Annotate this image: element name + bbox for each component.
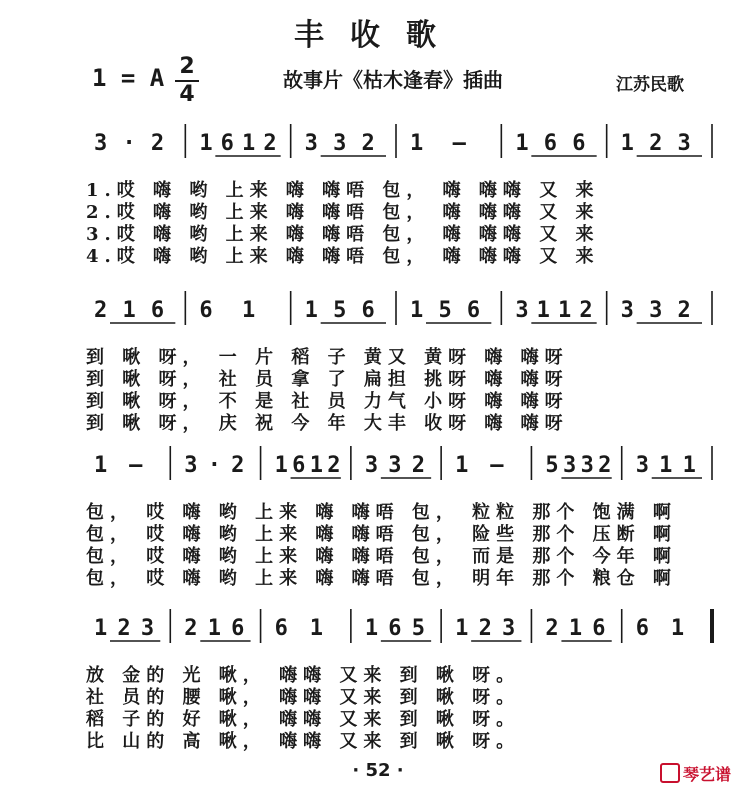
note: 3 <box>635 453 649 478</box>
song-title: 丰收歌 <box>294 18 462 53</box>
song-subtitle: 故事片《枯木逢春》插曲 <box>283 68 503 92</box>
note: 2 <box>117 616 131 641</box>
note: 2 <box>184 616 198 641</box>
lyric-line: 包， 哎 嗨 哟 上来 嗨 嗨唔 包， 险些 那个 压断 啊 <box>86 524 677 545</box>
note: 2 <box>545 616 559 641</box>
note: 1 <box>364 616 379 641</box>
note: 2 <box>361 131 375 156</box>
note: 3 <box>140 616 155 641</box>
note: 2 <box>231 453 245 478</box>
note: 6 <box>543 131 558 156</box>
note: 2 <box>327 453 341 478</box>
note: 6 <box>572 131 586 156</box>
note: — <box>452 131 466 156</box>
note: 1 <box>670 616 685 641</box>
note: 1 <box>207 616 221 641</box>
note: 1 <box>309 616 323 641</box>
note: 2 <box>579 298 593 323</box>
note: 1 <box>659 453 673 478</box>
lyric-line: 到 啾 呀， 不 是 社 员 力气 小呀 嗨 嗨呀 <box>86 391 569 412</box>
lyric-line: 比 山的 高 啾， 嗨嗨 又来 到 啾 呀。 <box>86 731 521 752</box>
note: 1 <box>242 131 256 156</box>
lyric-line: 包， 哎 嗨 哟 上来 嗨 嗨唔 包， 明年 那个 粮仓 啊 <box>86 568 677 589</box>
lyric-line: 包， 哎 嗨 哟 上来 嗨 嗨唔 包， 粒粒 那个 饱满 啊 <box>86 502 677 523</box>
note: 2 <box>649 131 663 156</box>
note: 1 <box>410 298 424 323</box>
note: · <box>122 131 136 156</box>
note: 6 <box>199 298 213 323</box>
note: 1 <box>122 298 136 323</box>
note: 3 <box>677 131 691 156</box>
note: 1 <box>304 298 318 323</box>
note: 2 <box>478 616 492 641</box>
page-number: · 52 · <box>352 760 404 781</box>
note: 1 <box>568 616 583 641</box>
note: 3 <box>580 453 594 478</box>
note: 5 <box>438 298 452 323</box>
lyric-line: 社 员的 腰 啾， 嗨嗨 又来 到 啾 呀。 <box>86 687 521 708</box>
note: 6 <box>150 298 165 323</box>
note: 3 <box>502 616 516 641</box>
watermark-text: 琴艺谱 <box>683 765 732 784</box>
note: 6 <box>361 298 375 323</box>
note: 1 <box>515 131 529 156</box>
meter-top: 2 <box>179 54 195 79</box>
note: 2 <box>598 453 612 478</box>
lyric-line: 到 啾 呀， 一 片 稻 子 黄又 黄呀 嗨 嗨呀 <box>86 347 569 368</box>
note: 3 <box>94 131 108 156</box>
note: 3 <box>304 131 318 156</box>
key-signature: 1 = A <box>92 64 165 92</box>
note: 2 <box>150 131 165 156</box>
note: 2 <box>677 298 691 323</box>
note: · <box>207 453 221 478</box>
note: 1 <box>94 616 108 641</box>
note: 6 <box>466 298 481 323</box>
note: 2 <box>411 453 425 478</box>
note: 5 <box>333 298 347 323</box>
note: 1 <box>199 131 213 156</box>
lyric-line: 稻 子的 好 啾， 嗨嗨 又来 到 啾 呀。 <box>86 709 521 730</box>
note: 3 <box>388 453 402 478</box>
note: 1 <box>410 131 424 156</box>
note: 3 <box>364 453 379 478</box>
note: 1 <box>455 616 469 641</box>
lyric-line: 2.哎 嗨 哟 上来 嗨 嗨唔 包， 嗨 嗨嗨 又 来 <box>86 202 600 223</box>
note: 6 <box>274 616 288 641</box>
meter-bottom: 4 <box>179 82 195 107</box>
note: 5 <box>545 453 559 478</box>
lyric-line: 放 金的 光 啾， 嗨嗨 又来 到 啾 呀。 <box>86 665 521 686</box>
note: — <box>490 453 504 478</box>
note: 1 <box>94 453 108 478</box>
note: 1 <box>682 453 696 478</box>
note: 3 <box>563 453 577 478</box>
note: 5 <box>411 616 425 641</box>
song-origin: 江苏民歌 <box>616 75 684 95</box>
note: 1 <box>620 131 634 156</box>
lyric-line: 包， 哎 嗨 哟 上来 嗨 嗨唔 包， 而是 那个 今年 啊 <box>86 546 677 567</box>
note: 6 <box>292 453 306 478</box>
lyric-line: 到 啾 呀， 社 员 拿 了 扁担 挑呀 嗨 嗨呀 <box>86 369 569 390</box>
note: 2 <box>94 298 108 323</box>
note: 1 <box>274 453 288 478</box>
note: 6 <box>592 616 606 641</box>
watermark-icon <box>660 763 680 783</box>
note: 6 <box>220 131 234 156</box>
lyric-line: 3.哎 嗨 哟 上来 嗨 嗨唔 包， 嗨 嗨嗨 又 来 <box>86 224 600 245</box>
note: — <box>129 453 143 478</box>
note: 1 <box>536 298 550 323</box>
lyric-line: 到 啾 呀， 庆 祝 今 年 大丰 收呀 嗨 嗨呀 <box>86 413 569 434</box>
note: 1 <box>309 453 323 478</box>
note: 3 <box>620 298 634 323</box>
note: 6 <box>635 616 649 641</box>
note: 3 <box>184 453 198 478</box>
note: 1 <box>242 298 256 323</box>
watermark-logo <box>660 762 731 785</box>
note: 3 <box>649 298 663 323</box>
note: 3 <box>333 131 347 156</box>
note: 6 <box>231 616 245 641</box>
note: 1 <box>558 298 572 323</box>
note: 1 <box>455 453 469 478</box>
lyric-line: 4.哎 嗨 哟 上来 嗨 嗨唔 包， 嗨 嗨嗨 又 来 <box>86 246 600 267</box>
note: 2 <box>263 131 277 156</box>
note: 6 <box>388 616 402 641</box>
lyric-line: 1.哎 嗨 哟 上来 嗨 嗨唔 包， 嗨 嗨嗨 又 来 <box>86 180 600 201</box>
note: 3 <box>515 298 529 323</box>
